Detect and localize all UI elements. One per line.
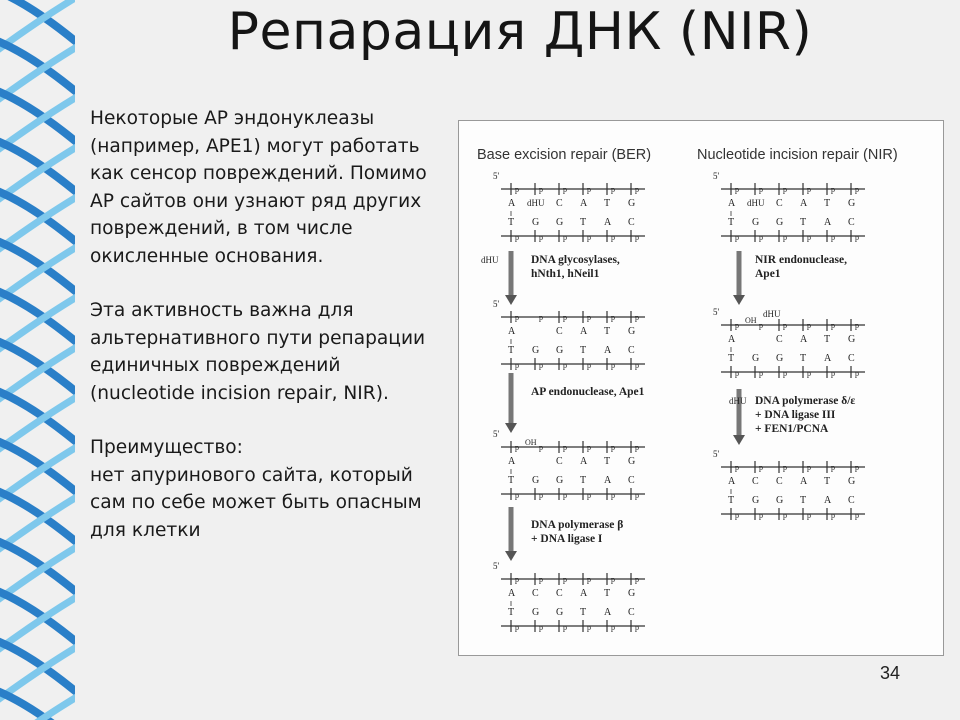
- phosphate-label: p: [635, 233, 639, 242]
- base-label: T: [580, 607, 587, 618]
- five-prime-label: 5': [713, 171, 720, 181]
- base-label: T: [580, 217, 587, 228]
- base-label: G: [556, 607, 564, 618]
- base-label: G: [532, 607, 540, 618]
- nir-step1-label: Ape1: [755, 268, 781, 280]
- base-label: T: [604, 456, 611, 467]
- phosphate-label: p: [587, 233, 591, 242]
- ber-step1-label: hNth1, hNeil1: [531, 268, 600, 280]
- phosphate-label: p: [831, 463, 835, 472]
- phosphate-label: p: [611, 443, 615, 452]
- phosphate-label: p: [635, 443, 639, 452]
- base-label: A: [508, 588, 516, 599]
- phosphate-label: p: [635, 623, 639, 632]
- base-label: T: [604, 588, 611, 599]
- phosphate-label: p: [831, 511, 835, 520]
- phosphate-label: p: [759, 463, 763, 472]
- nir-arrow-1-shaft: [737, 251, 742, 297]
- ber-arrow-1-head: [505, 295, 517, 305]
- base-label: G: [776, 217, 784, 228]
- base-label: C: [556, 456, 563, 467]
- base-label: C: [848, 353, 855, 364]
- five-prime-label: 5': [493, 171, 500, 181]
- phosphate-label: p: [563, 491, 567, 500]
- base-label: G: [532, 345, 540, 356]
- nir-title: Nucleotide incision repair (NIR): [697, 147, 898, 163]
- phosphate-label: p: [635, 313, 639, 322]
- base-label: T: [508, 217, 515, 228]
- base-label: C: [776, 334, 783, 345]
- flap-dhu-label: dHU: [729, 396, 747, 406]
- base-label: A: [824, 495, 832, 506]
- base-label: A: [728, 334, 736, 345]
- phosphate-label: p: [563, 185, 567, 194]
- phosphate-label: p: [855, 463, 859, 472]
- base-label: G: [556, 217, 564, 228]
- phosphate-label: p: [539, 491, 543, 500]
- base-label: A: [508, 198, 516, 209]
- base-label: dHU: [527, 198, 545, 208]
- base-label: T: [800, 353, 807, 364]
- base-label: T: [800, 495, 807, 506]
- base-label: C: [848, 217, 855, 228]
- base-label: G: [628, 588, 636, 599]
- advantage-text: нет апуринового сайта, который сам по себе может быть опасным для клетки: [90, 464, 422, 541]
- base-label: T: [728, 217, 735, 228]
- base-label: G: [628, 326, 636, 337]
- phosphate-label: p: [539, 623, 543, 632]
- phosphate-label: p: [635, 491, 639, 500]
- phosphate-label: p: [783, 369, 787, 378]
- base-label: T: [508, 475, 515, 486]
- base-label: C: [628, 475, 635, 486]
- base-label: A: [800, 476, 808, 487]
- paragraph-sensor: Некоторые AP эндонуклеазы (например, APE1) могут работать как сенсор повреждений. Помимо AP сайтов они узнают ряд других повреждений, в том числе окисленные основания.: [90, 108, 427, 267]
- nir-step2-label: + DNA ligase III: [755, 409, 836, 421]
- phosphate-label: p: [611, 623, 615, 632]
- phosphate-label: p: [759, 185, 763, 194]
- phosphate-label: p: [855, 185, 859, 194]
- phosphate-label: p: [539, 233, 543, 242]
- ber-arrow-2-head: [505, 423, 517, 433]
- phosphate-label: p: [831, 233, 835, 242]
- base-label: G: [848, 334, 856, 345]
- phosphate-label: p: [831, 369, 835, 378]
- nir-step2-label: + FEN1/PCNA: [755, 423, 829, 435]
- base-label: A: [508, 456, 516, 467]
- phosphate-label: p: [807, 369, 811, 378]
- base-label: C: [628, 607, 635, 618]
- phosphate-label: p: [855, 511, 859, 520]
- phosphate-label: p: [539, 185, 543, 194]
- phosphate-label: p: [759, 511, 763, 520]
- phosphate-label: p: [807, 185, 811, 194]
- phosphate-label: p: [587, 575, 591, 584]
- base-label: G: [556, 345, 564, 356]
- phosphate-label: p: [807, 511, 811, 520]
- phosphate-label: p: [563, 361, 567, 370]
- base-label: C: [628, 345, 635, 356]
- phosphate-label: p: [831, 321, 835, 330]
- base-label: T: [580, 345, 587, 356]
- five-prime-label: 5': [713, 307, 720, 317]
- phosphate-label: p: [783, 185, 787, 194]
- phosphate-label: p: [539, 443, 543, 452]
- nir-step2-label: DNA polymerase δ/ε: [755, 395, 856, 407]
- phosphate-label: p: [515, 491, 519, 500]
- phosphate-label: p: [563, 575, 567, 584]
- phosphate-label: p: [855, 369, 859, 378]
- base-label: C: [776, 476, 783, 487]
- base-label: T: [604, 198, 611, 209]
- base-label: A: [824, 353, 832, 364]
- phosphate-label: p: [783, 463, 787, 472]
- phosphate-label: p: [587, 361, 591, 370]
- phosphate-label: p: [563, 623, 567, 632]
- phosphate-label: p: [759, 233, 763, 242]
- phosphate-label: p: [783, 233, 787, 242]
- base-label: T: [580, 475, 587, 486]
- ber-arrow-1-shaft: [509, 251, 514, 297]
- phosphate-label: p: [635, 575, 639, 584]
- base-label: A: [580, 326, 588, 337]
- ber-arrow-2-shaft: [509, 373, 514, 425]
- phosphate-label: p: [735, 463, 739, 472]
- base-label: A: [508, 326, 516, 337]
- base-label: A: [604, 345, 612, 356]
- base-label: G: [776, 495, 784, 506]
- base-label: T: [508, 607, 515, 618]
- base-label: C: [628, 217, 635, 228]
- phosphate-label: p: [587, 443, 591, 452]
- base-label: dHU: [747, 198, 765, 208]
- base-label: A: [800, 334, 808, 345]
- base-label: G: [532, 217, 540, 228]
- phosphate-label: p: [855, 233, 859, 242]
- base-label: A: [824, 217, 832, 228]
- ber-step3-label: + DNA ligase I: [531, 533, 603, 545]
- phosphate-label: p: [807, 321, 811, 330]
- base-label: A: [580, 588, 588, 599]
- five-prime-label: 5': [493, 429, 500, 439]
- phosphate-label: p: [735, 369, 739, 378]
- base-label: T: [824, 476, 831, 487]
- paragraph-nir-importance: Эта активность важна для альтернативного пути репарации единичных повреждений (nucleotide incision repair, NIR).: [90, 300, 426, 404]
- base-label: G: [752, 495, 760, 506]
- base-label: A: [604, 217, 612, 228]
- phosphate-label: p: [563, 313, 567, 322]
- phosphate-label: p: [539, 575, 543, 584]
- phosphate-label: p: [515, 623, 519, 632]
- phosphate-label: p: [515, 443, 519, 452]
- phosphate-label: p: [539, 361, 543, 370]
- phosphate-label: p: [735, 185, 739, 194]
- base-label: C: [532, 588, 539, 599]
- base-label: G: [752, 217, 760, 228]
- phosphate-label: p: [515, 185, 519, 194]
- phosphate-label: p: [855, 321, 859, 330]
- phosphate-label: p: [515, 313, 519, 322]
- phosphate-label: p: [759, 369, 763, 378]
- base-label: A: [728, 198, 736, 209]
- phosphate-label: p: [735, 511, 739, 520]
- base-label: G: [848, 198, 856, 209]
- phosphate-label: p: [563, 233, 567, 242]
- phosphate-label: p: [611, 361, 615, 370]
- base-label: A: [604, 475, 612, 486]
- base-label: C: [776, 198, 783, 209]
- base-label: T: [728, 353, 735, 364]
- phosphate-label: p: [515, 233, 519, 242]
- ber-step1-label: DNA glycosylases,: [531, 254, 620, 266]
- advantage-heading: Преимущество:: [90, 437, 243, 458]
- ber-title: Base excision repair (BER): [477, 147, 652, 163]
- ber-nir-diagram: [459, 121, 943, 655]
- base-label: C: [848, 495, 855, 506]
- phosphate-label: p: [783, 511, 787, 520]
- phosphate-label: p: [539, 313, 543, 322]
- base-label: A: [580, 198, 588, 209]
- phosphate-label: p: [611, 313, 615, 322]
- nir-arrow-2-head: [733, 435, 745, 445]
- ber-step2-label: AP endonuclease, Ape1: [531, 386, 645, 398]
- nir-step1-label: NIR endonuclease,: [755, 254, 848, 266]
- base-label: A: [800, 198, 808, 209]
- dna-helix-decoration: [0, 0, 75, 720]
- ber-nir-figure: [458, 120, 944, 656]
- base-label: T: [824, 334, 831, 345]
- phosphate-label: p: [611, 575, 615, 584]
- phosphate-label: p: [831, 185, 835, 194]
- ber-arrow-3-shaft: [509, 507, 514, 553]
- base-label: T: [604, 326, 611, 337]
- oh-label: OH: [525, 438, 537, 447]
- base-label: A: [580, 456, 588, 467]
- phosphate-label: p: [515, 575, 519, 584]
- phosphate-label: p: [783, 321, 787, 330]
- base-label: G: [532, 475, 540, 486]
- base-label: G: [752, 353, 760, 364]
- base-label: T: [508, 345, 515, 356]
- base-label: G: [628, 456, 636, 467]
- five-prime-label: 5': [713, 449, 720, 459]
- ber-step3-label: DNA polymerase β: [531, 519, 624, 531]
- base-label: G: [776, 353, 784, 364]
- base-label: C: [556, 198, 563, 209]
- base-label: C: [556, 326, 563, 337]
- base-label: T: [824, 198, 831, 209]
- base-label: C: [556, 588, 563, 599]
- oh-label: OH: [745, 316, 757, 325]
- phosphate-label: p: [587, 185, 591, 194]
- phosphate-label: p: [735, 233, 739, 242]
- phosphate-label: p: [587, 313, 591, 322]
- base-label: G: [628, 198, 636, 209]
- slide-text: [90, 105, 435, 544]
- phosphate-label: p: [807, 233, 811, 242]
- phosphate-label: p: [759, 321, 763, 330]
- phosphate-label: p: [735, 321, 739, 330]
- five-prime-label: 5': [493, 299, 500, 309]
- phosphate-label: p: [611, 491, 615, 500]
- base-label: T: [728, 495, 735, 506]
- phosphate-label: p: [515, 361, 519, 370]
- base-label: G: [848, 476, 856, 487]
- base-label: A: [728, 476, 736, 487]
- phosphate-label: p: [611, 233, 615, 242]
- base-label: G: [556, 475, 564, 486]
- flap-dhu-label: dHU: [763, 309, 781, 319]
- base-label: A: [604, 607, 612, 618]
- page-number: 34: [880, 663, 901, 683]
- five-prime-label: 5': [493, 561, 500, 571]
- base-label: C: [752, 476, 759, 487]
- ber-arrow-3-head: [505, 551, 517, 561]
- phosphate-label: p: [563, 443, 567, 452]
- phosphate-label: p: [807, 463, 811, 472]
- nir-arrow-1-head: [733, 295, 745, 305]
- phosphate-label: p: [587, 491, 591, 500]
- phosphate-label: p: [587, 623, 591, 632]
- base-label: T: [800, 217, 807, 228]
- phosphate-label: p: [635, 185, 639, 194]
- phosphate-label: p: [635, 361, 639, 370]
- excised-dhu-label: dHU: [481, 255, 499, 265]
- slide-title: Репарация ДНК (NIR): [227, 2, 813, 62]
- phosphate-label: p: [611, 185, 615, 194]
